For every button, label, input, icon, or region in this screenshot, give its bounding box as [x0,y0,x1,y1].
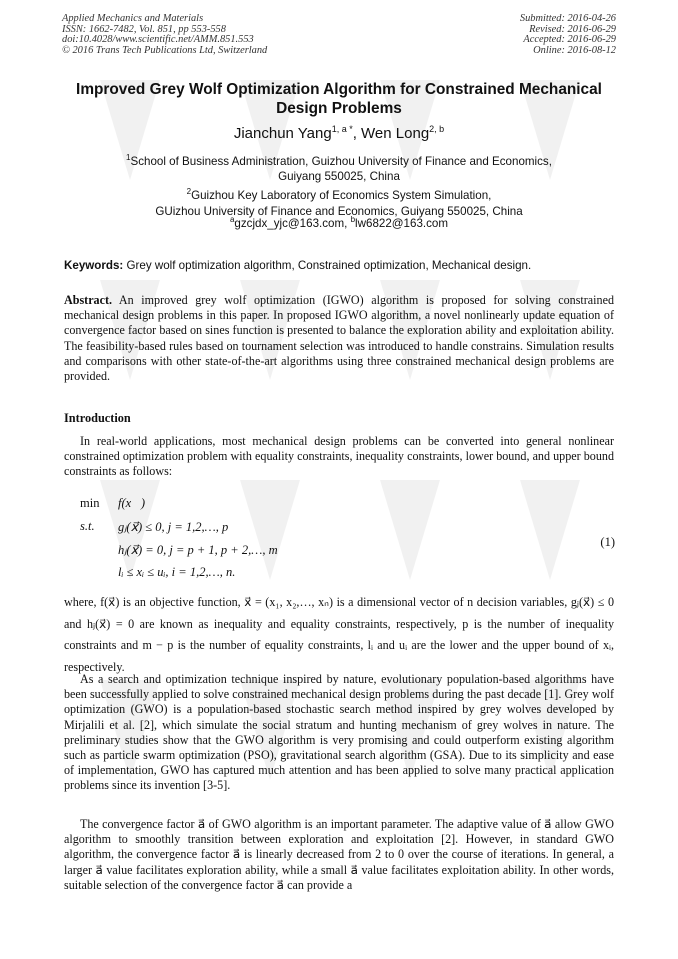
accepted-date: Accepted: 2016-06-29 [523,34,616,46]
equation-number: (1) [600,535,615,549]
section-heading-introduction: Introduction [64,411,131,425]
eq-objective: f(x⃗) [118,496,146,510]
eq-st-label: s.t. [80,519,95,533]
eq-equality: hⱼ(x⃗) = 0, j = p + 1, p + 2,…, m [118,543,278,557]
journal-name: Applied Mechanics and Materials [62,13,204,24]
publication-dates [520,14,616,56]
copyright-line: © 2016 Trans Tech Publications Ltd, Switzerland [62,44,268,56]
abstract [64,293,614,384]
issn-line: ISSN: 1662-7482, Vol. 851, pp 553-558 [62,23,226,35]
intro-paragraph-2: As a search and optimization technique inspired by nature, evolutionary population-based algorithms have been successfully applied to solve constrained mechanical design problems during the past decade [1]. Grey wolf optimization (GWO) is a population-based stochastic search method inspired by grey wolves developed by Mirjalili et al. [2], which simulate the social stratum and hunting mechanism of grey wolves in nature. The preliminary studies show that the GWO algorithm is very promising and could outperform existing algorithm such as particle swarm optimization (PSO), gravitational search algorithm (GSA). Due to its simplicity and ease of implementation, GWO has captured much attention and has been applied to solve many practical application problems since its invention [3-5]. [64,672,614,793]
affiliations [60,150,618,219]
affil-1-line-1: School of Business Administration, Guizhou University of Finance and Economics, [130,154,552,168]
author-separator: , [352,125,362,142]
author-2-name: Wen Long [361,125,430,142]
eq-min-label: min [80,496,100,510]
affil-2-line-2: GUizhou University of Finance and Economics, Guiyang 550025, China [155,204,523,218]
abstract-text: An improved grey wolf optimization (IGWO) algorithm is proposed for solving constrained mechanical design problems in this paper. In proposed IGWO algorithm, a novel nonlinearly update equation of convergence factor based on sines function is presented to balance the exploration ability and exploitation ability. The feasibility-based rules based on tournament selection was introduced to handle constrains. Simulation results and comparisons with other state-of-the-art algorithms using three constrained mechanical design problems are provided. [64,293,614,384]
keywords-text: Grey wolf optimization algorithm, Constrained optimization, Mechanical design. [123,259,532,272]
affil-1-line-2: Guiyang 550025, China [278,170,400,184]
title-line-2: Design Problems [276,100,402,117]
title-line-1: Improved Grey Wolf Optimization Algorithm for Constrained Mechanical [76,81,602,98]
eq-bounds: lᵢ ≤ xᵢ ≤ uᵢ, i = 1,2,…, n. [118,565,236,579]
intro-paragraph-3: The convergence factor a⃗ of GWO algorithm is an important parameter. The adaptive value of a⃗ allow GWO algorithm to smoothly transition between exploration and exploitation [2]. However, in standard GWO algorithm, the convergence factor a⃗ is linearly decreased from 2 to 0 over the course of iterations. In general, a larger a⃗ value facilitates exploration ability, while a small a⃗ value facilitates exploitation ability. In other words, suitable selection of the convergence factor a⃗ can provide a [64,817,614,892]
online-date: Online: 2016-08-12 [533,44,616,56]
where-paragraph: where, f(x⃗) is an objective function, x⃗ = (x₁, x₂,…, xₙ) is a dimensional vector of n decision variables, gⱼ(x⃗) ≤ 0 and hⱼ(x⃗) = 0 are known as inequality and equality constraints, respectively, p is the number of inequality constraints and m − p is the number of equality constraints, lᵢ and uᵢ are the lower and the upper bound of xᵢ, respectively. [64,595,614,674]
affil-2-line-1: Guizhou Key Laboratory of Economics System Simulation, [191,189,492,203]
author-list [60,124,618,142]
journal-info [62,14,267,56]
author-1-name: Jianchun Yang [233,125,332,142]
email-b: lw6822@163.com [355,216,449,230]
email-a: gzcjdx_yjc@163.com, [234,216,351,230]
doi-line: doi:10.4028/www.scientific.net/AMM.851.553 [62,34,254,46]
eq-inequality: gⱼ(x⃗) ≤ 0, j = 1,2,…, p [118,520,229,534]
submitted-date: Submitted: 2016-04-26 [519,13,616,24]
author-1-affil: 1, a * [331,124,353,134]
email-line [60,215,618,230]
email-a-sup: a [229,215,235,224]
intro-paragraph-1: In real-world applications, most mechanical design problems can be converted into general nonlinear constrained optimization problem with equality constraints, inequality constraints, lower bound, and upper bound constraints as follows: [64,434,614,479]
affil-2-sup: 2 [186,187,192,197]
email-b-sup: b [350,215,356,224]
affil-1-sup: 1 [126,153,131,162]
abstract-label: Abstract. [64,293,113,307]
paper-title [60,80,618,118]
revised-date: Revised: 2016-06-29 [529,23,616,35]
author-2-affil: 2, b [429,124,445,134]
keywords-label: Keywords: [64,259,124,272]
keywords [64,259,620,272]
